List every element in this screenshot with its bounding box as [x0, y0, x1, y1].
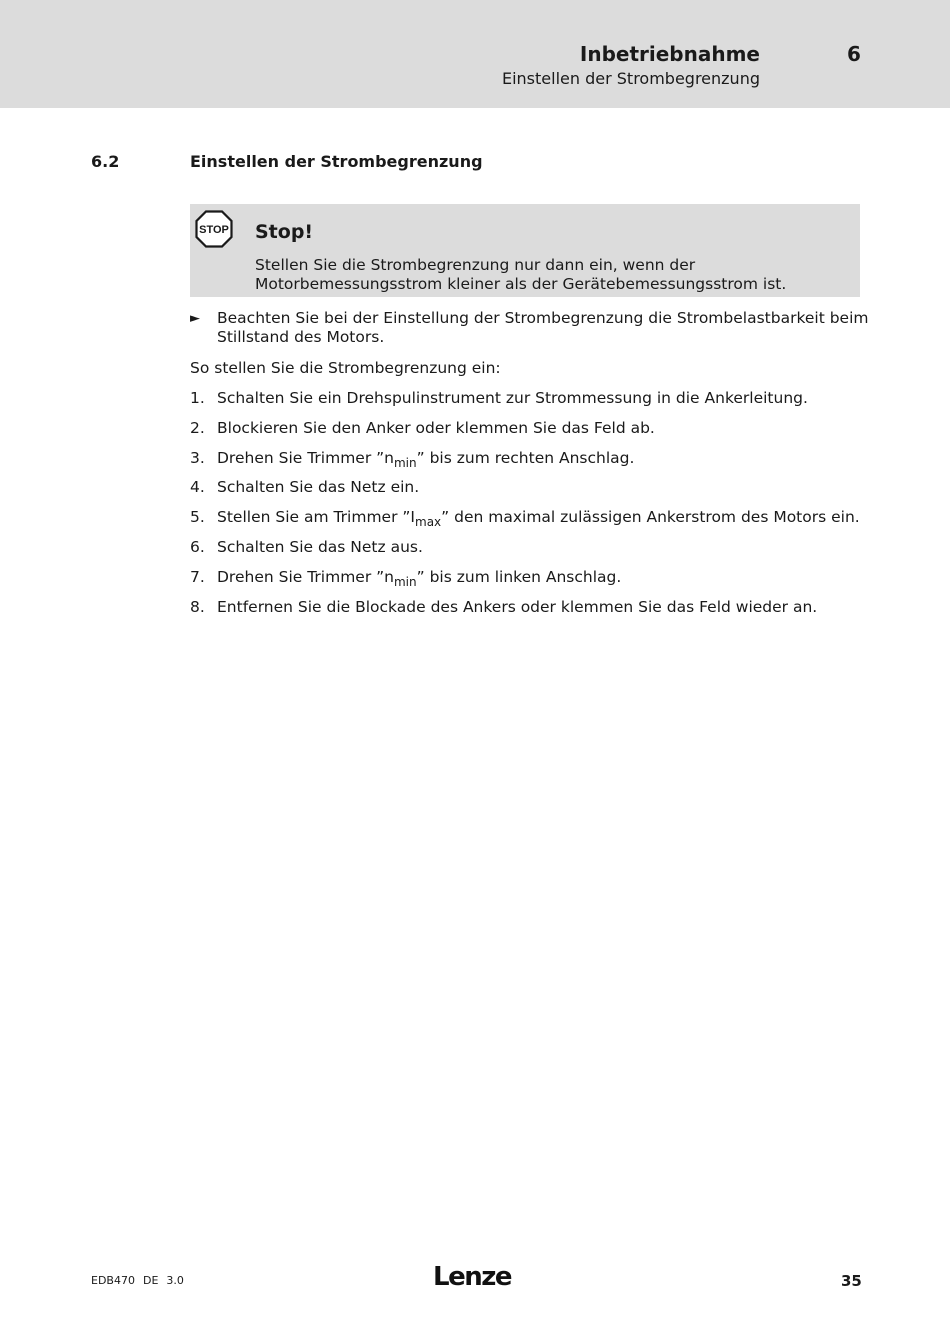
- stop-heading: Stop!: [255, 221, 314, 243]
- bullet-line: Beachten Sie bei der Einstellung der Strombegrenzung die Strombelastbarkeit beim: [217, 309, 869, 327]
- step-number: 3.: [190, 448, 205, 467]
- step-number: 5.: [190, 508, 205, 527]
- doc-version: 3.0: [166, 1274, 184, 1287]
- step-number: 4.: [190, 478, 205, 497]
- step-item: [190, 389, 860, 419]
- page-number: 35: [841, 1272, 862, 1290]
- step-text: Drehen Sie Trimmer $”n_{min}$” bis zum rechten Anschlag.: [217, 448, 635, 470]
- step-subscript: min: [393, 455, 417, 470]
- lenze-logo: Lenze: [433, 1262, 511, 1292]
- step-text: Schalten Sie das Netz aus.: [217, 537, 423, 556]
- stop-text-line: Motorbemessungsstrom kleiner als der Gerätebemessungsstrom ist.: [255, 275, 787, 293]
- step-item: [190, 508, 860, 538]
- step-text: Schalten Sie das Netz ein.: [217, 478, 420, 497]
- stop-sign-icon: [195, 210, 233, 248]
- step-item: [190, 568, 860, 598]
- step-item: [190, 538, 860, 568]
- bullet-text: [217, 309, 869, 347]
- step-number: 7.: [190, 567, 205, 586]
- step-number: 2.: [190, 418, 205, 437]
- bullet-arrow-icon: ►: [190, 311, 200, 326]
- doc-language: DE: [142, 1274, 159, 1287]
- step-text: Schalten Sie ein Drehspulinstrument zur Strommessung in die Ankerleitung.: [217, 389, 808, 407]
- document-code: [91, 1274, 192, 1287]
- step-subscript: min: [393, 574, 417, 589]
- section-title: Einstellen der Strombegrenzung: [190, 152, 483, 171]
- stop-notice-box: [190, 204, 860, 297]
- section-number: 6.2: [91, 152, 120, 171]
- header-band: [0, 0, 950, 108]
- bullet-line: Stillstand des Motors.: [217, 328, 385, 346]
- step-number: 6.: [190, 537, 205, 556]
- procedure-steps: [190, 389, 860, 627]
- step-number: 1.: [190, 389, 205, 407]
- step-item: [190, 478, 860, 508]
- procedure-intro: So stellen Sie die Strombegrenzung ein:: [190, 359, 501, 377]
- step-item: [190, 419, 860, 449]
- stop-sign-label: STOP: [199, 224, 229, 236]
- chapter-subtitle: Einstellen der Strombegrenzung: [501, 69, 760, 88]
- step-text: Drehen Sie Trimmer $”n_{min}$” bis zum linken Anschlag.: [217, 567, 622, 589]
- step-item: [190, 598, 860, 628]
- step-subscript: max: [415, 515, 442, 530]
- step-item: [190, 449, 860, 479]
- doc-code: EDB470: [91, 1274, 135, 1287]
- chapter-number: 6: [847, 42, 861, 66]
- chapter-title: Inbetriebnahme: [579, 42, 760, 66]
- step-number: 8.: [190, 597, 205, 616]
- step-text: Entfernen Sie die Blockade des Ankers oder klemmen Sie das Feld wieder an.: [217, 597, 818, 616]
- stop-text: [255, 256, 855, 294]
- step-text: Stellen Sie am Trimmer $”I_{max}$” den maximal zulässigen Ankerstrom des Motors ein.: [217, 508, 860, 530]
- step-text: Blockieren Sie den Anker oder klemmen Sie das Feld ab.: [217, 418, 655, 437]
- stop-text-line: Stellen Sie die Strombegrenzung nur dann ein, wenn der: [255, 256, 696, 274]
